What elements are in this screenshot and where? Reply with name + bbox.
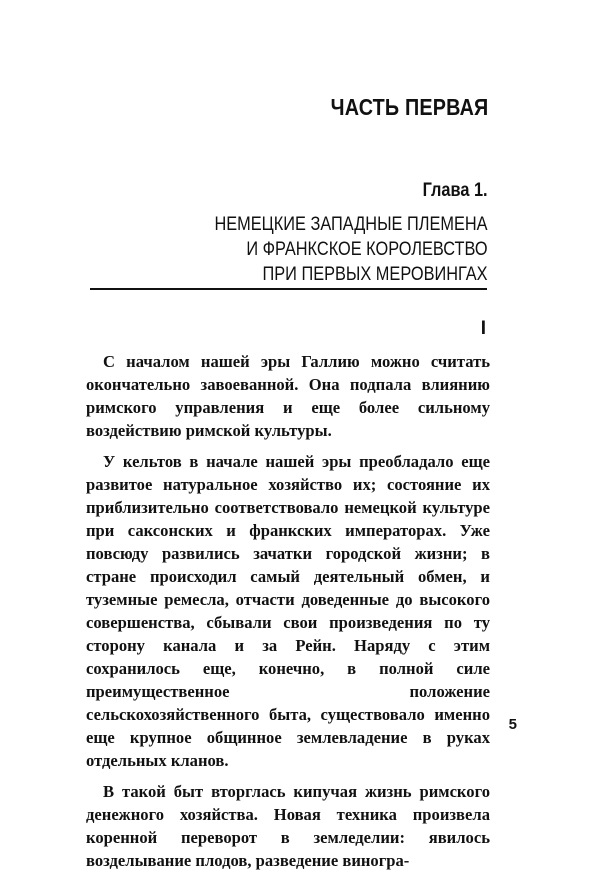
paragraph: С началом нашей эры Галлию можно считать окончательно завоеванной. Она подпала влиянию римского управления и еще более сильному воздействию римской культуры. (86, 352, 490, 440)
paragraph: У кельтов в начале нашей эры преобладало еще развитое натуральное хозяйство их; состояние их приблизительно соответствовало немецкой культуре при саксонских и франкских императорах. Уже повсюду развились зачатки городской жизни; в стране происходил самый деятельный обмен, и туземные ремесла, отчасти доведенные до высокого совершенства, сбывали свои произведения по ту сторону канала и за Рейн. Наряду с этим сохранилось еще, конечно, в полной силе преимущественное положение сельскохозяйственного быта, существовало именно еще крупное общинное землевладение в руках отдельных кланов. (86, 452, 490, 770)
part-title: ЧАСТЬ ПЕРВАЯ (330, 94, 488, 120)
chapter-title-line: ПРИ ПЕРВЫХ МЕРОВИНГАХ (262, 264, 488, 285)
page-number: 5 (508, 716, 517, 733)
chapter-label: Глава 1. (422, 180, 488, 201)
section-number: I (480, 318, 486, 339)
chapter-title (215, 212, 488, 287)
paragraph: В такой быт вторглась кипучая жизнь римского денежного хозяйства. Новая техника произвела коренной переворот в земледелии: явилось возделывание плодов, разведение виногра- (86, 782, 490, 870)
chapter-divider (90, 288, 487, 290)
chapter-title-line: И ФРАНКСКОЕ КОРОЛЕВСТВО (246, 239, 488, 260)
body-text (86, 350, 490, 880)
chapter-title-line: НЕМЕЦКИЕ ЗАПАДНЫЕ ПЛЕМЕНА (214, 214, 488, 235)
